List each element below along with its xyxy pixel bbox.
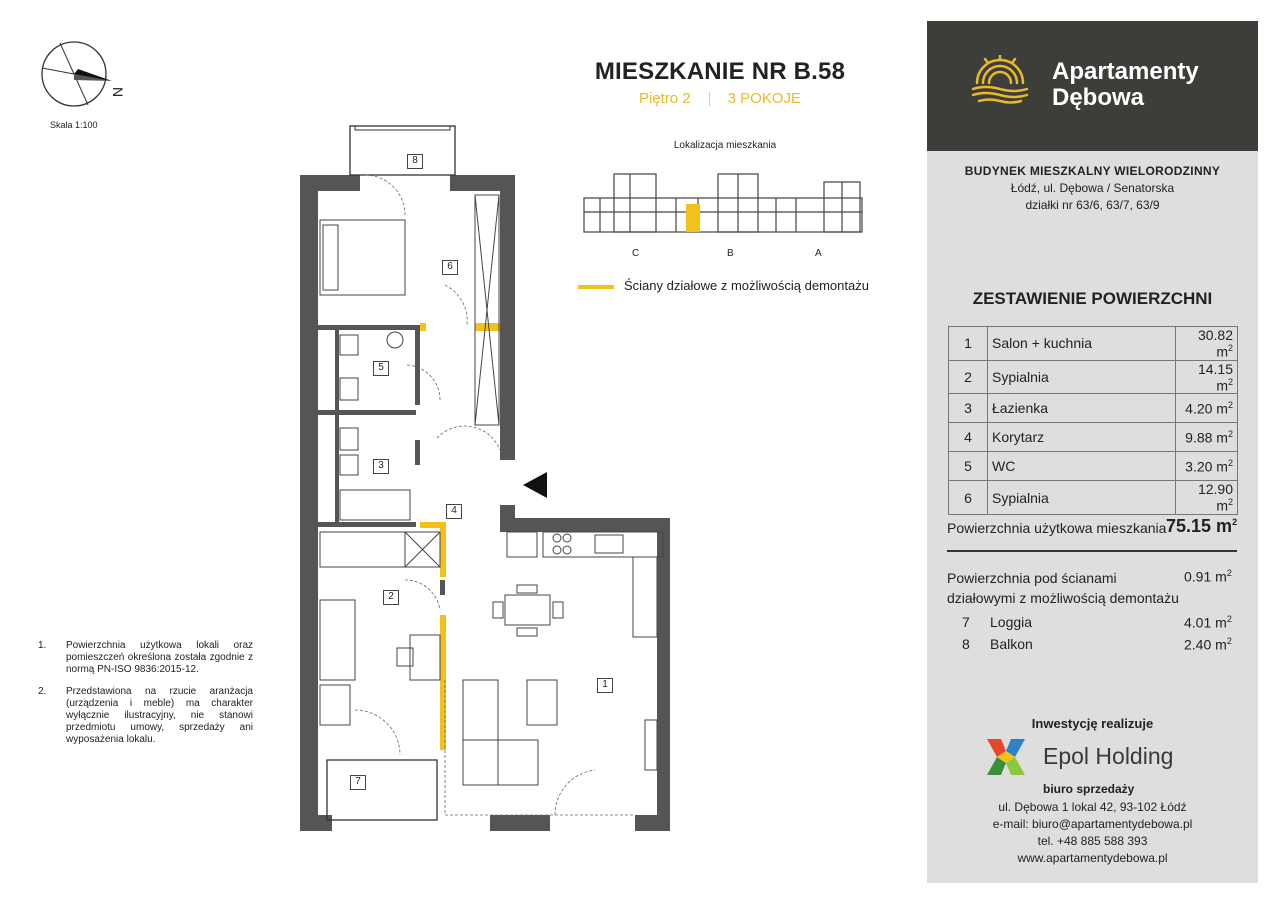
floor-label: Piętro 2: [638, 90, 691, 107]
epol-logo-icon: [985, 737, 1027, 777]
summary-title: ZESTAWIENIE POWIERZCHNI: [972, 289, 1213, 308]
room-label-5: 5: [373, 361, 389, 376]
usable-area-label: Powierzchnia użytkowa mieszkania: [947, 520, 1167, 536]
floor-plan: [295, 120, 675, 840]
brand-name-line1: Apartamenty: [1052, 58, 1199, 85]
extra-num-8: 8: [962, 636, 970, 652]
location-title: Lokalizacja mieszkania: [673, 140, 777, 151]
extra-area-balkon: 2.40 $m^2$: [1184, 636, 1232, 653]
building-address: Łódź, ul. Dębowa / Senatorska: [1010, 181, 1175, 195]
building-plots: działki nr 63/6, 63/7, 63/9: [1025, 198, 1160, 212]
room-label-2: 2: [383, 590, 399, 605]
walls-area-label: Powierzchnia pod ścianami działowymi z możliwością demontażu: [947, 570, 1179, 606]
notes: [38, 640, 253, 756]
table-row: 5 WC 3.20 $m^2$: [949, 452, 1238, 481]
areas-table: [948, 326, 1238, 515]
room-label-4: 4: [446, 504, 462, 519]
building-c-label: C: [632, 248, 640, 259]
extra-num-7: 7: [962, 614, 970, 630]
investor-name: Epol Holding: [1043, 743, 1174, 769]
office-email[interactable]: e-mail: biuro@apartamentydebowa.pl: [992, 817, 1193, 831]
note-1: 1. Powierzchnia użytkowa lokali oraz pomieszczeń określona została zgodnie z normą PN-ISO 9836:2015-12.: [38, 640, 253, 675]
office-label: biuro sprzedaży: [1043, 782, 1135, 796]
extra-room-balkon: Balkon: [990, 636, 1033, 652]
room-label-8: 8: [407, 154, 423, 169]
building-a-label: A: [815, 248, 822, 259]
office-phone[interactable]: tel. +48 885 588 393: [1037, 834, 1148, 848]
table-row: 4 Korytarz 9.88 $m^2$: [949, 423, 1238, 452]
note-2: 2. Przedstawiona na rzucie aranżacja (urządzenia i meble) ma charakter wyłącznie ilustracyjny, nie stanowi przedmiotu umowy, sprzedaży ani wyposażenia lokalu.: [38, 686, 253, 745]
building-b-label: B: [727, 248, 734, 259]
rooms-count: 3 POKOJE: [727, 90, 802, 107]
room-label-6: 6: [442, 260, 458, 275]
table-row: 2 Sypialnia 14.15 $m^2$: [949, 360, 1238, 394]
north-label: N: [110, 86, 127, 98]
brand-name-line2: Dębowa: [1052, 84, 1145, 111]
divider: [947, 550, 1237, 552]
usable-area-value: 75.15 $m^2$: [1166, 516, 1238, 536]
legend-label: Ściany działowe z możliwością demontażu: [624, 278, 869, 293]
investor-label: Inwestycję realizuje: [1031, 716, 1154, 731]
office-address: ul. Dębowa 1 lokal 42, 93-102 Łódź: [998, 800, 1187, 814]
scale-label: Skala 1:100: [50, 120, 98, 130]
building-type: BUDYNEK MIESZKALNY WIELORODZINNY: [964, 164, 1221, 178]
extra-room-loggia: Loggia: [990, 614, 1033, 630]
room-label-7: 7: [350, 775, 366, 790]
extra-area-loggia: 4.01 $m^2$: [1184, 614, 1232, 631]
walls-area-value: 0.91 $m^2$: [1184, 568, 1232, 585]
sun-logo-icon: [965, 55, 1035, 115]
compass-icon: [38, 38, 138, 118]
room-label-3: 3: [373, 459, 389, 474]
subtitle: [540, 90, 900, 107]
room-label-1: 1: [597, 678, 613, 693]
table-row: 6 Sypialnia 12.90 $m^2$: [949, 481, 1238, 515]
office-website[interactable]: www.apartamentydebowa.pl: [1017, 851, 1168, 865]
table-row: 3 Łazienka 4.20 $m^2$: [949, 394, 1238, 423]
table-row: 1 Salon + kuchnia 30.82 $m^2$: [949, 327, 1238, 361]
page-title: MIESZKANIE NR B.58: [594, 58, 846, 85]
